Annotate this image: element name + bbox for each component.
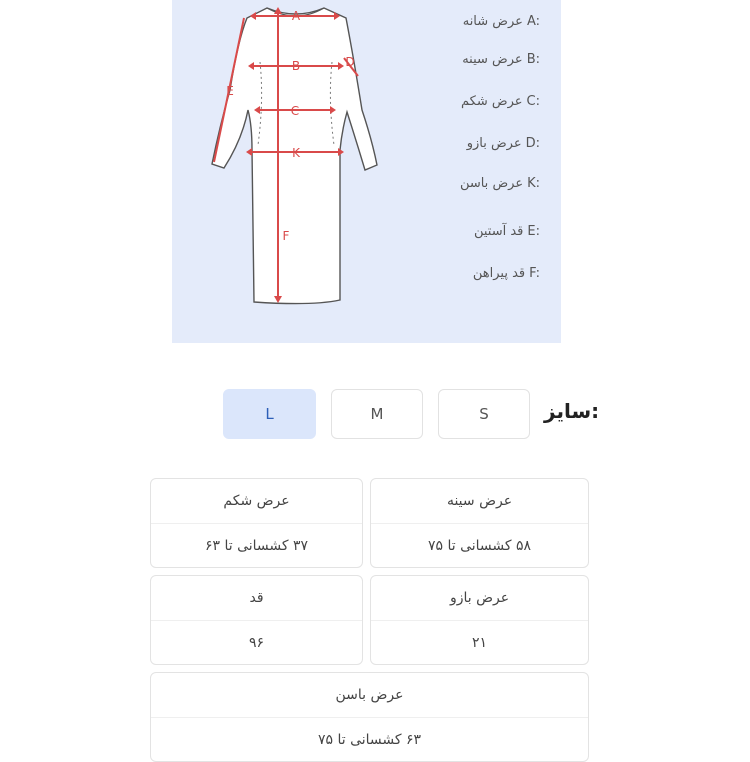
dimension-letter-k: K xyxy=(292,146,300,160)
size-option-m[interactable] xyxy=(331,389,423,439)
legend-label: عرض باسن xyxy=(459,176,524,191)
legend-item xyxy=(462,52,540,74)
size-option-label: L xyxy=(265,405,274,423)
spec-card-length xyxy=(150,575,363,665)
dimension-letter-e: E xyxy=(226,84,234,98)
spec-card-waist xyxy=(150,478,363,568)
spec-card-chest xyxy=(370,478,589,568)
legend-label: عرض شکم xyxy=(461,94,523,109)
spec-title: عرض شکم xyxy=(223,493,290,509)
spec-title: قد xyxy=(249,590,264,606)
legend-code: A: xyxy=(526,14,540,29)
size-option-label: S xyxy=(479,405,489,423)
legend-code: B: xyxy=(526,52,540,67)
legend-item xyxy=(461,94,540,116)
size-guide-panel xyxy=(172,0,561,343)
legend-code: C: xyxy=(526,94,540,109)
spec-title: عرض سینه xyxy=(446,493,513,509)
size-label: سایز: xyxy=(544,399,600,423)
legend-code: K: xyxy=(527,176,540,191)
legend-item xyxy=(473,266,540,288)
dimension-letter-f: F xyxy=(282,229,290,243)
dimension-letter-b: B xyxy=(291,59,301,73)
spec-title: عرض باسن xyxy=(335,687,404,703)
legend-item xyxy=(474,224,540,246)
size-option-label: M xyxy=(370,405,384,423)
size-option-s[interactable] xyxy=(438,389,530,439)
spec-value: ۳۷ کشسانی تا ۶۳ xyxy=(204,538,309,554)
spec-card-arm xyxy=(370,575,589,665)
spec-value: ۵۸ کشسانی تا ۷۵ xyxy=(427,538,532,554)
legend-code: E: xyxy=(527,224,540,239)
legend-item xyxy=(460,176,540,198)
legend-label: عرض بازو xyxy=(466,136,522,151)
legend-code: D: xyxy=(525,136,540,151)
spec-value: ۲۱ xyxy=(471,635,488,651)
legend-label: قد پیراهن xyxy=(472,266,526,281)
spec-card-hip xyxy=(150,672,589,762)
dimension-letter-c: C xyxy=(290,104,300,118)
legend-label: عرض شانه xyxy=(462,14,523,29)
legend-item xyxy=(467,136,540,158)
spec-value: ۶۳ کشسانی تا ۷۵ xyxy=(317,732,422,748)
legend-item xyxy=(463,14,540,36)
dimension-letter-d: D xyxy=(345,55,355,69)
legend-label: عرض سینه xyxy=(462,52,523,67)
legend-code: F: xyxy=(529,266,540,281)
dimension-letter-a: A xyxy=(291,9,301,23)
legend-label: قد آستین xyxy=(473,224,524,239)
spec-title: عرض بازو xyxy=(449,590,510,606)
spec-value: ۹۶ xyxy=(248,635,265,651)
size-option-l[interactable] xyxy=(223,389,316,439)
